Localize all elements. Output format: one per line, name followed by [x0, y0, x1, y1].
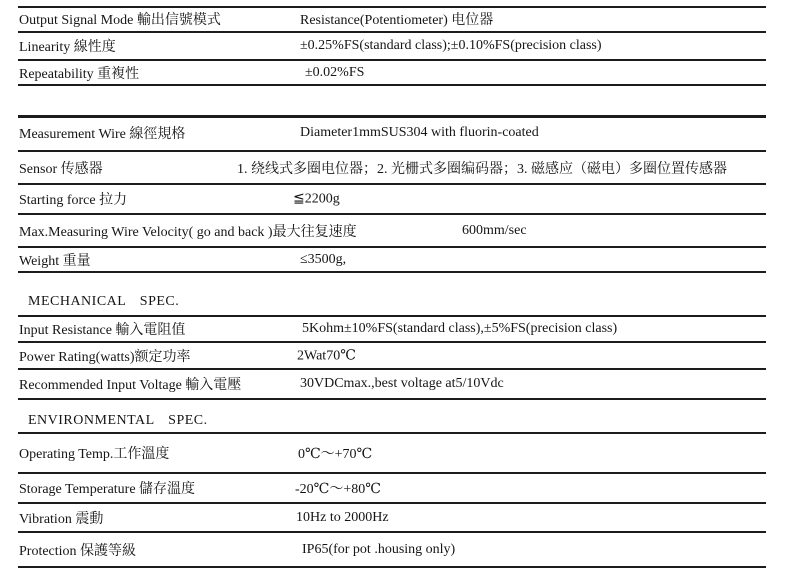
spec-value: 600mm/sec [462, 222, 527, 238]
spec-value: 1. 绕线式多圈电位器；2. 光栅式多圈编码器；3. 磁感应（磁电）多圈位置传感器 [237, 161, 727, 177]
spec-row-max-wire-velocity [18, 215, 766, 248]
spec-row-recommended-input-voltage [18, 370, 766, 400]
spec-value: IP65(for pot .housing only) [302, 541, 456, 557]
spec-label: Protection 保護等級 [19, 543, 137, 559]
spec-row-output-signal-mode [18, 6, 766, 33]
section-header-label: MECHANICAL SPEC. [28, 293, 180, 309]
section-header-environmental [18, 410, 766, 434]
spec-row-starting-force [18, 185, 766, 215]
spec-label: Operating Temp.工作溫度 [19, 447, 170, 462]
spec-value: 0℃～+70℃ [298, 447, 373, 462]
spec-value: ≦2200g [293, 191, 340, 207]
spec-value: ±0.02%FS [305, 64, 365, 80]
spec-value: Resistance(Potentiometer) 电位器 [300, 12, 494, 28]
spec-row-measurement-wire [18, 115, 766, 152]
spec-value: -20℃～+80℃ [295, 482, 381, 497]
spec-row-linearity [18, 33, 766, 61]
spec-value: ±0.25%FS(standard class);±0.10%FS(precision class) [300, 38, 602, 53]
spec-row-weight [18, 248, 766, 273]
spec-label: Sensor 传感器 [19, 161, 103, 177]
spec-label: Weight 重量 [19, 253, 91, 269]
spec-row-operating-temp [18, 434, 766, 474]
spec-value: ≤3500g, [300, 251, 347, 267]
section-header-label: ENVIRONMENTAL SPEC. [28, 413, 208, 428]
spec-row-repeatability [18, 61, 766, 86]
spec-label: Vibration 震動 [19, 511, 104, 527]
spec-value: Diameter1mmSUS304 with fluorin-coated [300, 124, 539, 140]
spec-row-power-rating [18, 343, 766, 370]
spec-row-input-resistance [18, 317, 766, 343]
spec-value: 5Kohm±10%FS(standard class),±5%FS(precision class) [302, 321, 618, 336]
spec-label: Measurement Wire 線徑規格 [19, 126, 186, 142]
spec-row-protection [18, 533, 766, 568]
section-header-mechanical [18, 288, 766, 317]
spec-label: Repeatability 重複性 [19, 66, 140, 82]
spec-label: Power Rating(watts)额定功率 [19, 349, 191, 365]
spec-row-vibration [18, 504, 766, 533]
spec-label: Recommended Input Voltage 輸入電壓 [19, 378, 242, 393]
spec-label: Input Resistance 輸入電阻值 [19, 323, 186, 338]
spec-label: Max.Measuring Wire Velocity( go and back )最大往复速度 [19, 224, 357, 240]
spec-label: Storage Temperature 儲存溫度 [19, 482, 196, 497]
spec-value: 30VDCmax.,best voltage at5/10Vdc [300, 376, 504, 391]
spec-label: Output Signal Mode 輸出信號模式 [19, 12, 221, 28]
spec-row-sensor [18, 152, 766, 185]
spec-value: 2Wat70℃ [297, 348, 356, 363]
spec-label: Starting force 拉力 [19, 193, 128, 208]
spec-value: 10Hz to 2000Hz [296, 509, 389, 525]
spec-label: Linearity 線性度 [19, 40, 116, 55]
spec-row-storage-temperature [18, 474, 766, 504]
